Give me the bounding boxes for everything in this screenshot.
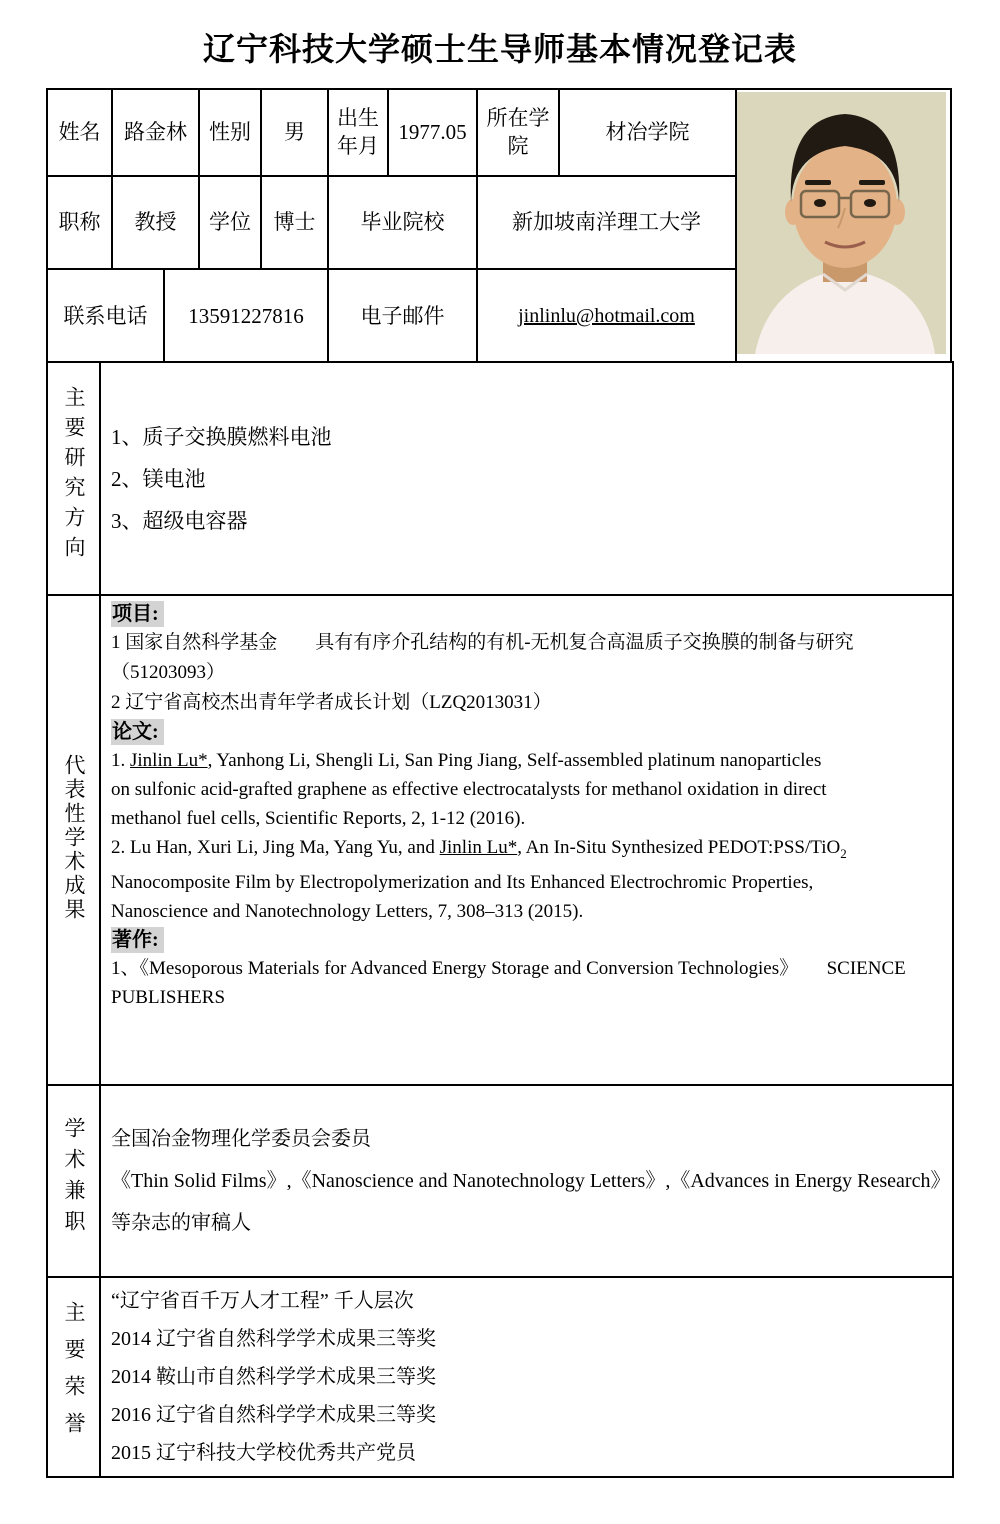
honors-section-label: 主要荣誉 [47,1277,100,1477]
project-item: 2 辽宁省高校杰出青年学者成长计划（LZQ2013031） [111,692,552,714]
position-line: 等杂志的审稿人 [111,1212,251,1235]
paper-item-line: Nanocomposite Film by Electropolymerization and Its Enhanced Electrochromic Properties, [111,872,814,894]
sections-table [46,361,954,1478]
paper-item-line: 1. Jinlin Lu*, Yanhong Li, Shengli Li, San Ping Jiang, Self-assembled platinum nanoparticles [111,750,822,772]
college-label: 所在学院 [477,89,559,176]
honor-item: 2016 辽宁省自然科学学术成果三等奖 [111,1404,436,1427]
portrait-eye-left [814,199,826,207]
projects-header: 项目: [111,601,164,627]
portrait-eyebrow-right [859,180,885,185]
book-item-line: PUBLISHERS [111,987,226,1009]
paper-item-line: on sulfonic acid-grafted graphene as effective electrocatalysts for methanol oxidation in direct [111,779,827,801]
portrait-face [793,144,897,268]
portrait-eye-right [864,199,876,207]
registration-form-table [46,88,952,1478]
phone-label: 联系电话 [47,269,164,362]
advisor-photo [736,89,951,362]
email-label: 电子邮件 [328,269,477,362]
paper-item-line: Nanoscience and Nanotechnology Letters, 7, 308–313 (2015). [111,901,584,923]
positions-section-content [100,1085,953,1277]
degree-value: 博士 [261,176,328,269]
email-value-link[interactable]: jinlinlu@hotmail.com [477,269,736,362]
portrait-image [737,90,951,354]
position-line: 全国冶金物理化学委员会委员 [111,1128,371,1151]
college-value: 材冶学院 [559,89,736,176]
portrait-eyebrow-left [805,180,831,185]
name-value: 路金林 [112,89,199,176]
book-item-line: 1、《Mesoporous Materials for Advanced Energy Storage and Conversion Technologies》 SCIENCE [111,958,906,980]
books-header: 著作: [111,927,164,953]
birth-value: 1977.05 [388,89,477,176]
author-name-underlined: Jinlin Lu* [130,750,208,772]
school-label: 毕业院校 [328,176,477,269]
achievements-section-label: 代表性学术成果 [47,595,100,1085]
honor-item: 2015 辽宁科技大学校优秀共产党员 [111,1442,416,1465]
school-value: 新加坡南洋理工大学 [477,176,736,269]
honor-item: “辽宁省百千万人才工程” 千人层次 [111,1290,414,1313]
job-title-label: 职称 [47,176,112,269]
position-line: 《Thin Solid Films》,《Nanoscience and Nanotechnology Letters》,《Advances in Energy Research》 [111,1170,951,1193]
subscript-2: 2 [840,846,847,862]
degree-label: 学位 [199,176,261,269]
job-title-value: 教授 [112,176,199,269]
project-item: 1 国家自然科学基金 具有有序介孔结构的有机-无机复合高温质子交换膜的制备与研究（51203093） [111,632,854,684]
research-item: 2、镁电池 [111,466,206,491]
name-label: 姓名 [47,89,112,176]
paper-item-line: 2. Lu Han, Xuri Li, Jing Ma, Yang Yu, and Jinlin Lu*, An In-Situ Synthesized PEDOT:PSS/TiO$_2$ [111,837,847,862]
positions-section-label: 学术兼职 [47,1085,100,1277]
gender-label: 性别 [199,89,261,176]
form-title: 辽宁科技大学硕士生导师基本情况登记表 [202,31,797,67]
research-section-content [100,362,953,595]
phone-value: 13591227816 [164,269,328,362]
papers-header: 论文: [111,719,164,745]
honors-section-content [100,1277,953,1477]
research-item: 3、超级电容器 [111,508,248,533]
author-name-underlined: Jinlin Lu* [439,837,518,859]
paper-item-line: methanol fuel cells, Scientific Reports, 2, 1-12 (2016). [111,808,526,830]
honor-item: 2014 辽宁省自然科学学术成果三等奖 [111,1328,436,1351]
basic-info-table [46,88,952,363]
research-item: 1、质子交换膜燃料电池 [111,424,332,449]
birth-label: 出生年月 [328,89,388,176]
achievements-section-content [100,595,953,1085]
honor-item: 2014 鞍山市自然科学学术成果三等奖 [111,1366,436,1389]
research-section-label: 主要研究方向 [47,362,100,595]
gender-value: 男 [261,89,328,176]
